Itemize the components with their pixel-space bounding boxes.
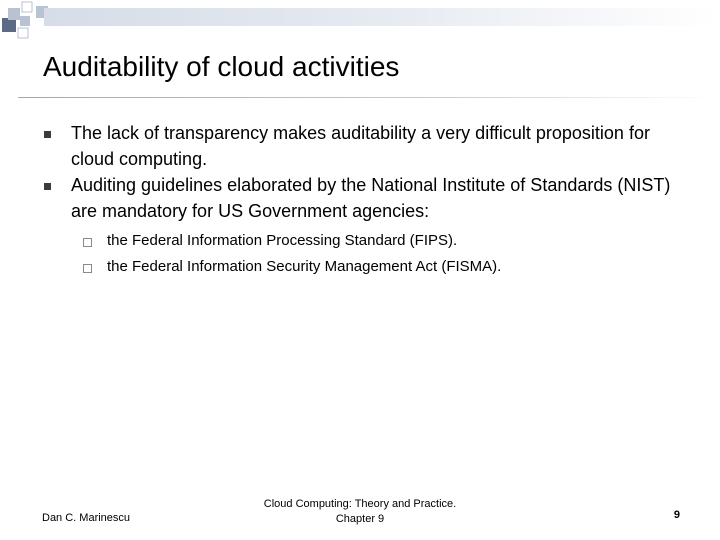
footer-book-info bbox=[240, 497, 480, 527]
footer-book-title: Cloud Computing: Theory and Practice. bbox=[263, 498, 457, 510]
bullet-text: Auditing guidelines elaborated by the National Institute of Standards (NIST) are mandatory for US Government agencies: bbox=[71, 175, 671, 221]
hollow-square-bullet-icon bbox=[83, 238, 92, 247]
sub-bullet-text: the Federal Information Processing Standard (FIPS). bbox=[107, 232, 458, 249]
footer-author: Dan C. Marinescu bbox=[42, 512, 131, 524]
slide-title: Auditability of cloud activities bbox=[43, 51, 400, 82]
sub-bullet-item bbox=[0, 254, 720, 280]
square-bullet-icon bbox=[44, 183, 51, 190]
title-divider bbox=[18, 97, 720, 98]
bullet-item bbox=[0, 172, 691, 224]
hollow-square-bullet-icon bbox=[83, 264, 92, 273]
square-bullet-icon bbox=[44, 131, 51, 138]
page-number: 9 bbox=[673, 509, 680, 521]
bullet-item bbox=[0, 120, 691, 172]
bullet-list bbox=[0, 120, 720, 280]
sub-bullet-text: the Federal Information Security Management Act (FISMA). bbox=[107, 258, 502, 275]
sub-bullet-item bbox=[0, 228, 720, 254]
header-gradient-bar bbox=[44, 8, 720, 26]
bullet-text: The lack of transparency makes auditability a very difficult proposition for cloud computing. bbox=[71, 123, 650, 169]
footer-chapter: Chapter 9 bbox=[335, 513, 385, 525]
sub-bullet-list bbox=[0, 228, 720, 280]
